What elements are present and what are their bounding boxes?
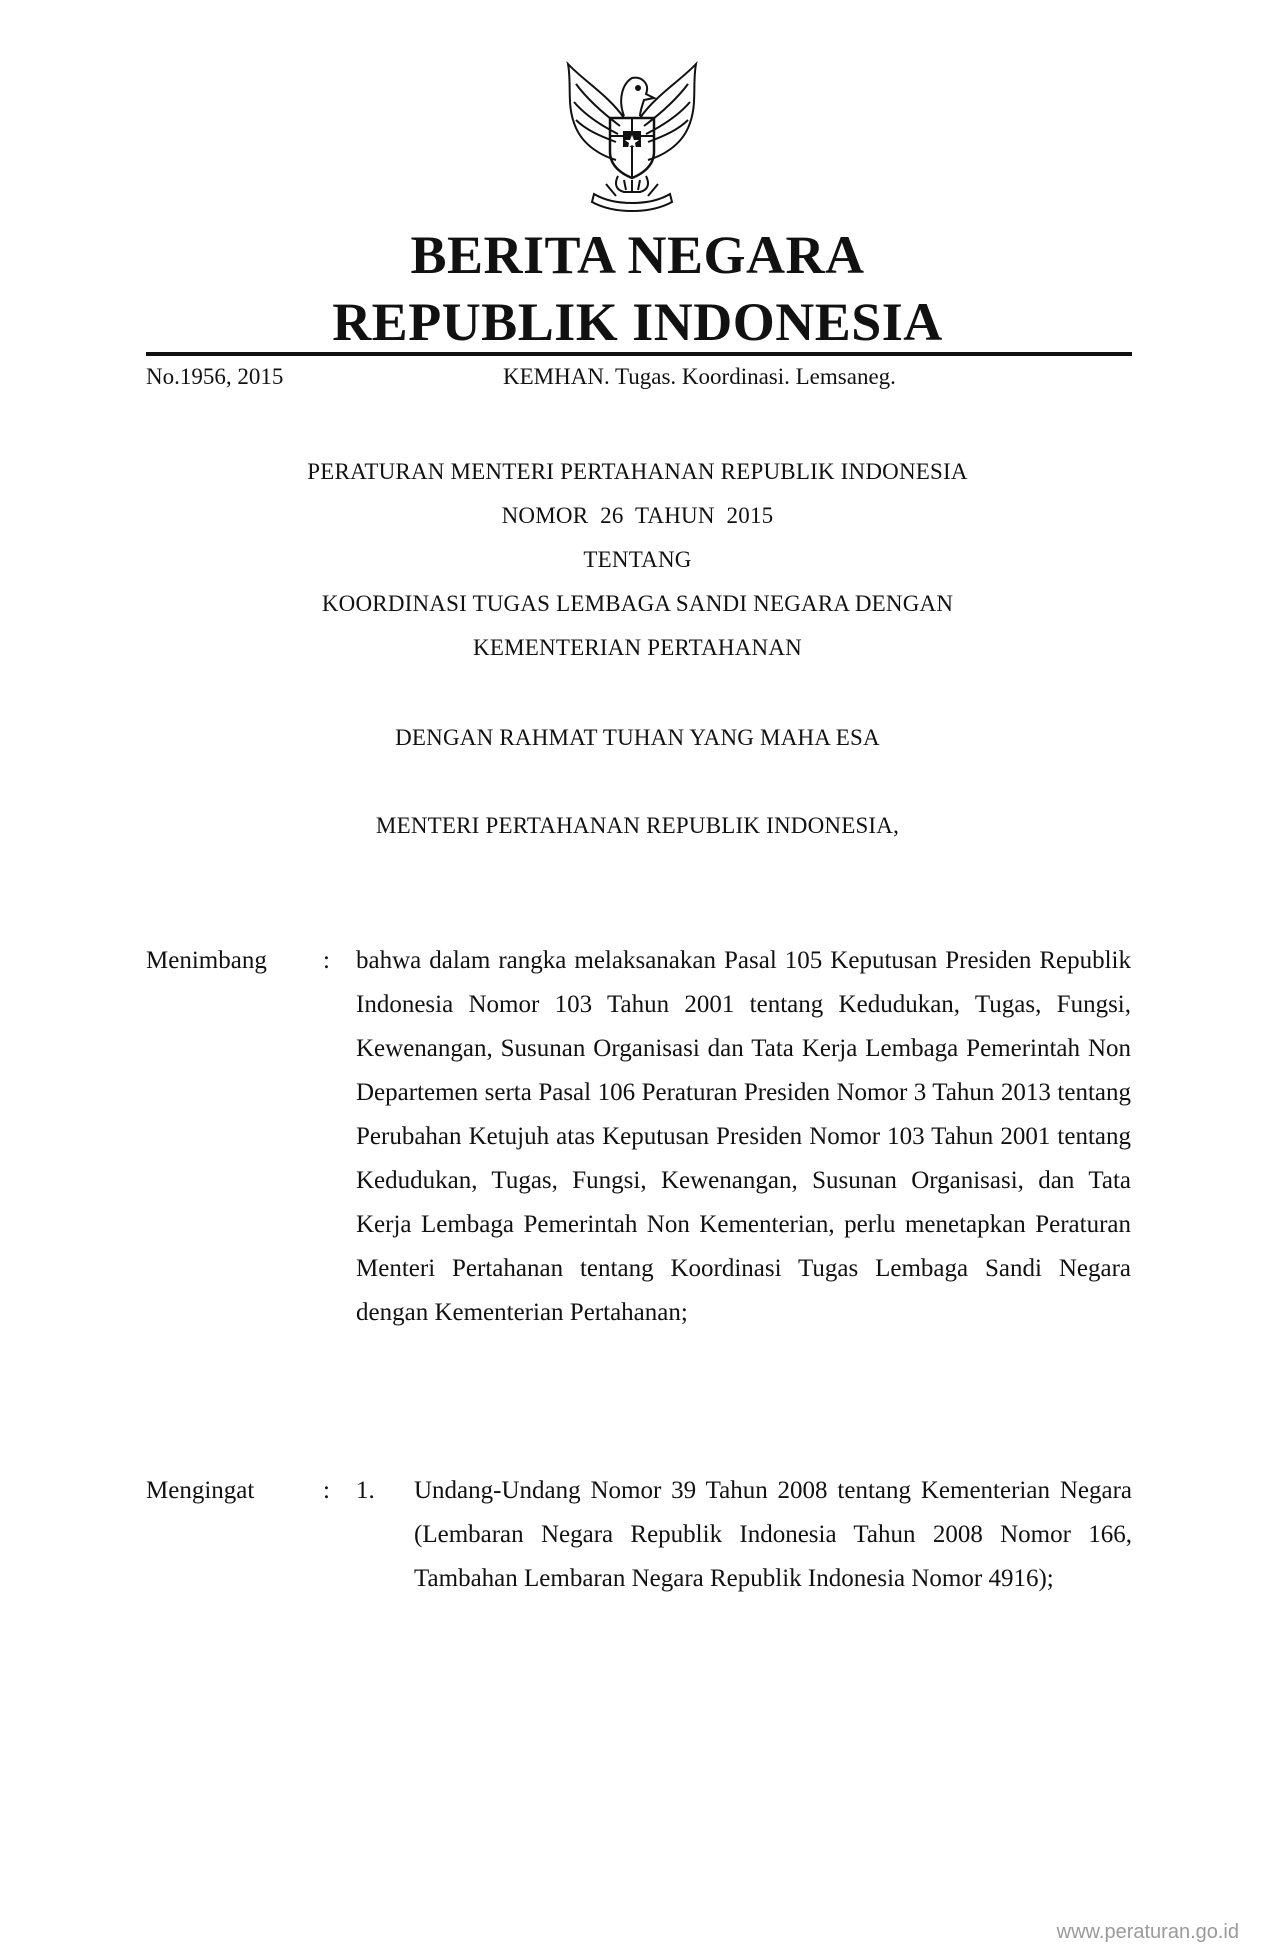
mengingat-item-number: 1. [356, 1477, 375, 1504]
menimbang-text: bahwa dalam rangka melaksanakan Pasal 105 Keputusan Presiden Republik Indonesia Nomor 103 Tahun 2001 tentang Kedudukan, Tugas, Fungsi, Kewenangan, Susunan Organisasi dan Tata Kerja Lembaga Pemerintah Non Departemen serta Pasal 106 Peraturan Presiden Nomor 3 Tahun 2013 tentang Perubahan Ketujuh atas Keputusan Presiden Nomor 103 Tahun 2001 tentang Kedudukan, Tugas, Fungsi, Kewenangan, Susunan Organisasi, dan Tata Kerja Lembaga Pemerintah Non Kementerian, perlu menetapkan Peraturan Menteri Pertahanan tentang Koordinasi Tugas Lembaga Sandi Negara dengan Kementerian Pertahanan; [356, 947, 1131, 1326]
mengingat-label: Mengingat [146, 1477, 255, 1504]
regulation-subject-line2: KEMENTERIAN PERTAHANAN [473, 635, 802, 660]
watermark-url: www.peraturan.go.id [1056, 1921, 1239, 1943]
mengingat-item-text: Undang-Undang Nomor 39 Tahun 2008 tentang Kementerian Negara (Lembaran Negara Republik Indonesia Tahun 2008 Nomor 166, Tambahan Lembaran Negara Republik Indonesia Nomor 4916); [414, 1477, 1132, 1592]
gazette-title-line1: BERITA NEGARA [410, 225, 865, 285]
gazette-number: No.1956, 2015 [146, 364, 284, 389]
menimbang-label: Menimbang [146, 947, 267, 974]
header-divider [146, 352, 1132, 356]
regulation-tentang: TENTANG [583, 547, 692, 572]
regulation-number: NOMOR 26 TAHUN 2015 [501, 503, 774, 528]
garuda-emblem-icon [554, 56, 710, 216]
gazette-topic: KEMHAN. Tugas. Koordinasi. Lemsaneg. [503, 364, 896, 389]
menimbang-colon: : [323, 947, 330, 974]
mengingat-colon: : [323, 1477, 330, 1504]
gazette-title-line2: REPUBLIK INDONESIA [332, 292, 943, 352]
issuer-line: MENTERI PERTAHANAN REPUBLIK INDONESIA, [375, 813, 900, 838]
blessing-line: DENGAN RAHMAT TUHAN YANG MAHA ESA [395, 725, 880, 750]
regulation-subject-line1: KOORDINASI TUGAS LEMBAGA SANDI NEGARA DENGAN [321, 591, 954, 616]
regulation-title: PERATURAN MENTERI PERTAHANAN REPUBLIK INDONESIA [307, 459, 968, 484]
